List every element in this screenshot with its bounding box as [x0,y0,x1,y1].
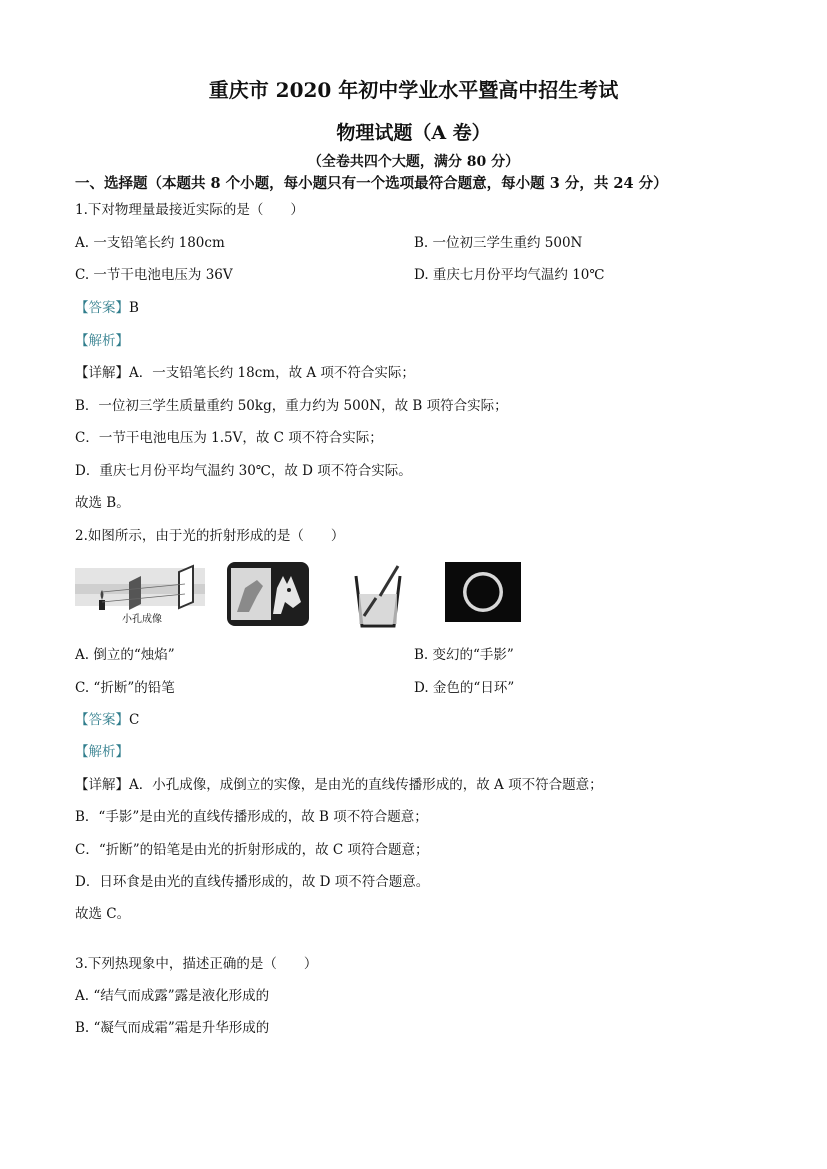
detail-text: A．一支铅笔长约 18cm，故 A 项不符合实际； [129,365,415,381]
exam-subtitle: 物理试题（A 卷） [336,122,491,144]
detail-tag: 【详解】 [75,777,129,793]
q1-analysis-tag: 【解析】 [75,333,129,349]
pencil-glass-figure [350,562,406,628]
q2-option-c: C. “折断”的铅笔 [75,680,175,696]
q1-detail-c: C．一节干电池电压为 1.5V，故 C 项不符合实际； [75,430,383,446]
q1-answer [75,299,139,317]
q1-option-b: B. 一位初三学生重约 500N [414,235,583,251]
q2-figures [75,562,525,630]
q2-answer [75,711,139,729]
figure-caption: 小孔成像 [122,614,162,625]
exam-note: （全卷共四个大题，满分 80 分） [307,154,520,170]
q2-option-d: D. 金色的“日环” [414,680,515,696]
q2-detail-c: C．“折断”的铅笔是由光的折射形成的，故 C 项符合题意； [75,842,429,858]
section-heading: 一、选择题（本题共 8 个小题，每小题只有一个选项最符合题意，每小题 3 分，共 24 分） [75,175,668,192]
q2-stem: 2.如图所示，由于光的折射形成的是（ ） [75,528,345,544]
eclipse-figure [445,562,521,622]
q2-analysis-tag: 【解析】 [75,744,129,760]
q3-option-a: A. “结气而成露”露是液化形成的 [75,988,270,1004]
q3-stem: 3.下列热现象中，描述正确的是（ ） [75,956,318,972]
q2-detail-b: B．“手影”是由光的直线传播形成的，故 B 项不符合题意； [75,809,428,825]
q1-stem: 1.下对物理量最接近实际的是（ ） [75,202,304,218]
q1-conclusion: 故选 B。 [75,495,130,511]
pinhole-figure [75,562,205,630]
q1-option-a: A. 一支铅笔长约 180cm [75,235,225,251]
detail-text: A．小孔成像，成倒立的实像，是由光的直线传播形成的，故 A 项不符合题意； [129,777,603,793]
q2-detail-a [75,776,603,794]
q2-option-a: A. 倒立的“烛焰” [75,647,175,663]
q1-detail-d: D．重庆七月份平均气温约 30℃，故 D 项不符合实际。 [75,463,412,479]
answer-tag: 【答案】 [75,712,129,728]
q2-detail-d: D．日环食是由光的直线传播形成的，故 D 项不符合题意。 [75,874,430,890]
q1-option-d: D. 重庆七月份平均气温约 10℃ [414,267,605,283]
q3-option-b: B. “凝气而成霜”霜是升华形成的 [75,1020,270,1036]
q2-conclusion: 故选 C。 [75,906,131,922]
detail-tag: 【详解】 [75,365,129,381]
q1-detail-b: B．一位初三学生质量重约 50kg，重力约为 500N，故 B 项符合实际； [75,398,508,414]
q2-option-b: B. 变幻的“手影” [414,647,514,663]
hand-shadow-figure [227,562,309,626]
answer-value: C [129,712,140,728]
q1-option-c: C. 一节干电池电压为 36V [75,267,233,283]
answer-value: B [129,300,139,316]
exam-title: 重庆市 2020 年初中学业水平暨高中招生考试 [208,78,619,102]
q1-detail-a [75,364,415,382]
answer-tag: 【答案】 [75,300,129,316]
